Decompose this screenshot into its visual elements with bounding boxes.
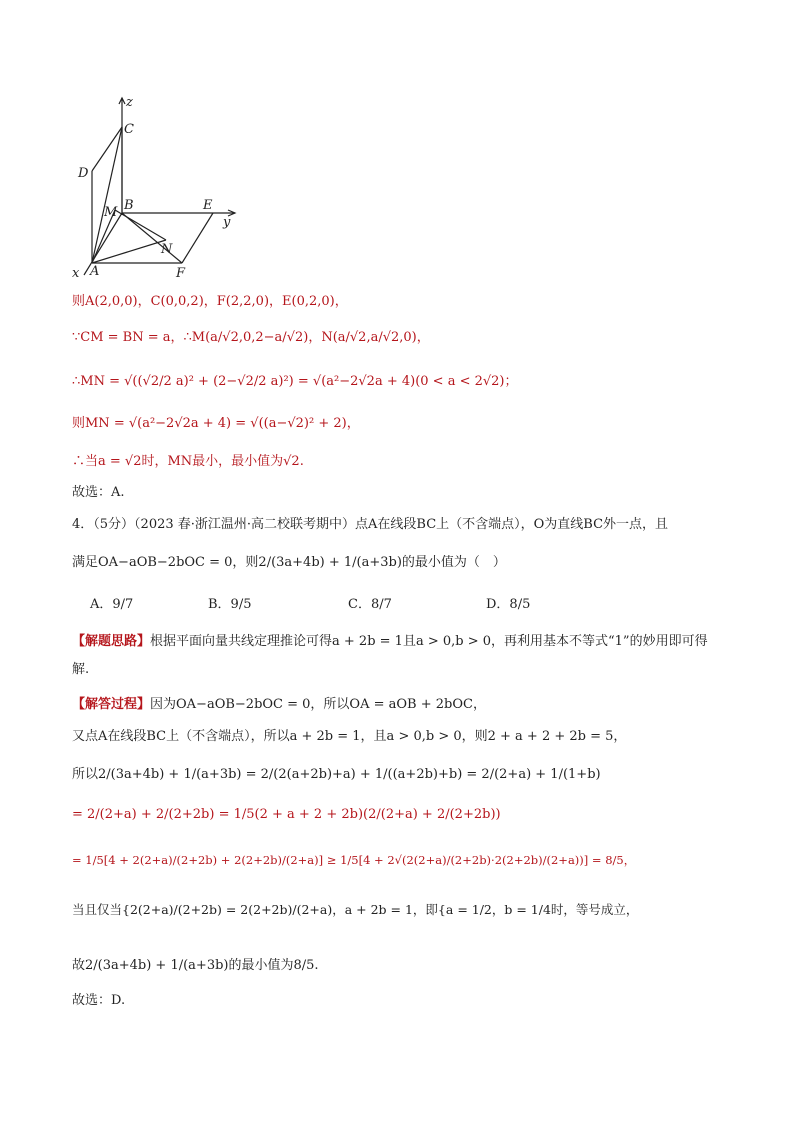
process-line-1 [72, 695, 486, 715]
label-D: D [78, 166, 89, 181]
question-4-stem: 4．（5分）（2023 春·浙江温州·高二校联考期中）点A在线段BC上（不含端点），O为直线BC外一点，且 [72, 517, 669, 532]
label-x: x [72, 266, 80, 281]
process-line-5: = 1/5[4 + 2(2+a)/(2+2b) + 2(2+2b)/(2+a)] ≥ 1/5[4 + 2√(2(2+a)/(2+2b)·2(2+2b)/(2+a))] = 8/5， [72, 853, 636, 867]
process-line-2: 又点A在线段BC上（不含端点），所以a + 2b = 1，且a > 0,b > 0，则2 + a + 2 + 2b = 5， [72, 729, 627, 744]
solution-line-3: ∴MN = √((√2/2 a)² + (2−√2/2 a)²) = √(a²−2√2a + 4)(0 < a < 2√2)； [72, 374, 518, 389]
label-N: N [161, 242, 173, 257]
label-z: z [126, 95, 133, 110]
process-line-7: 故2/(3a+4b) + 1/(a+3b)的最小值为8/5. [72, 958, 319, 973]
label-E: E [203, 198, 213, 213]
solution-line-1: 则A(2,0,0)，C(0,0,2)，F(2,2,0)，E(0,2,0)， [72, 294, 348, 309]
process-tag: 【解答过程】 [72, 697, 151, 712]
analysis-tag: 【解题思路】 [72, 634, 151, 649]
option-a: A．9/7 [90, 597, 134, 612]
analysis-line-2: 解. [72, 662, 90, 677]
question-4-condition: 满足OA−aOB−2bOC = 0，则2/(3a+4b) + 1/(a+3b)的最小值为（ ） [72, 555, 506, 570]
label-A: A [90, 264, 100, 279]
label-y: y [223, 215, 231, 230]
option-d: D．8/5 [486, 597, 531, 612]
geometry-figure [70, 90, 250, 285]
analysis-text: 根据平面向量共线定理推论可得a + 2b = 1且a > 0,b > 0，再利用基本不等式“1”的妙用即可得 [150, 634, 708, 649]
option-c: C．8/7 [348, 597, 392, 612]
process-line-6: 当且仅当{2(2+a)/(2+2b) = 2(2+2b)/(2+a)，a + 2b = 1，即{a = 1/2，b = 1/4时，等号成立， [72, 902, 639, 917]
label-B: B [124, 198, 134, 213]
label-M: M [104, 205, 118, 220]
option-b: B．9/5 [208, 597, 252, 612]
solution-line-4: 则MN = √(a²−2√2a + 4) = √((a−√2)² + 2)， [72, 416, 360, 431]
analysis-line-1 [72, 632, 708, 652]
label-C: C [124, 122, 134, 137]
process-line-4: = 2/(2+a) + 2/(2+2b) = 1/5(2 + a + 2 + 2b)(2/(2+a) + 2/(2+2b)) [72, 807, 501, 822]
process-text-1: 因为OA−aOB−2bOC = 0，所以OA = aOB + 2bOC， [150, 697, 486, 712]
answer-line: 故选：A. [72, 485, 125, 500]
solution-line-5: ∴当a = √2时，MN最小，最小值为√2. [72, 454, 304, 469]
label-F: F [176, 266, 186, 281]
process-answer: 故选：D. [72, 993, 126, 1008]
solution-line-2: ∵CM = BN = a，∴M(a/√2,0,2−a/√2)，N(a/√2,a/√2,0)， [72, 330, 430, 345]
process-line-3: 所以2/(3a+4b) + 1/(a+3b) = 2/(2(a+2b)+a) + 1/((a+2b)+b) = 2/(2+a) + 1/(1+b) [72, 767, 601, 782]
